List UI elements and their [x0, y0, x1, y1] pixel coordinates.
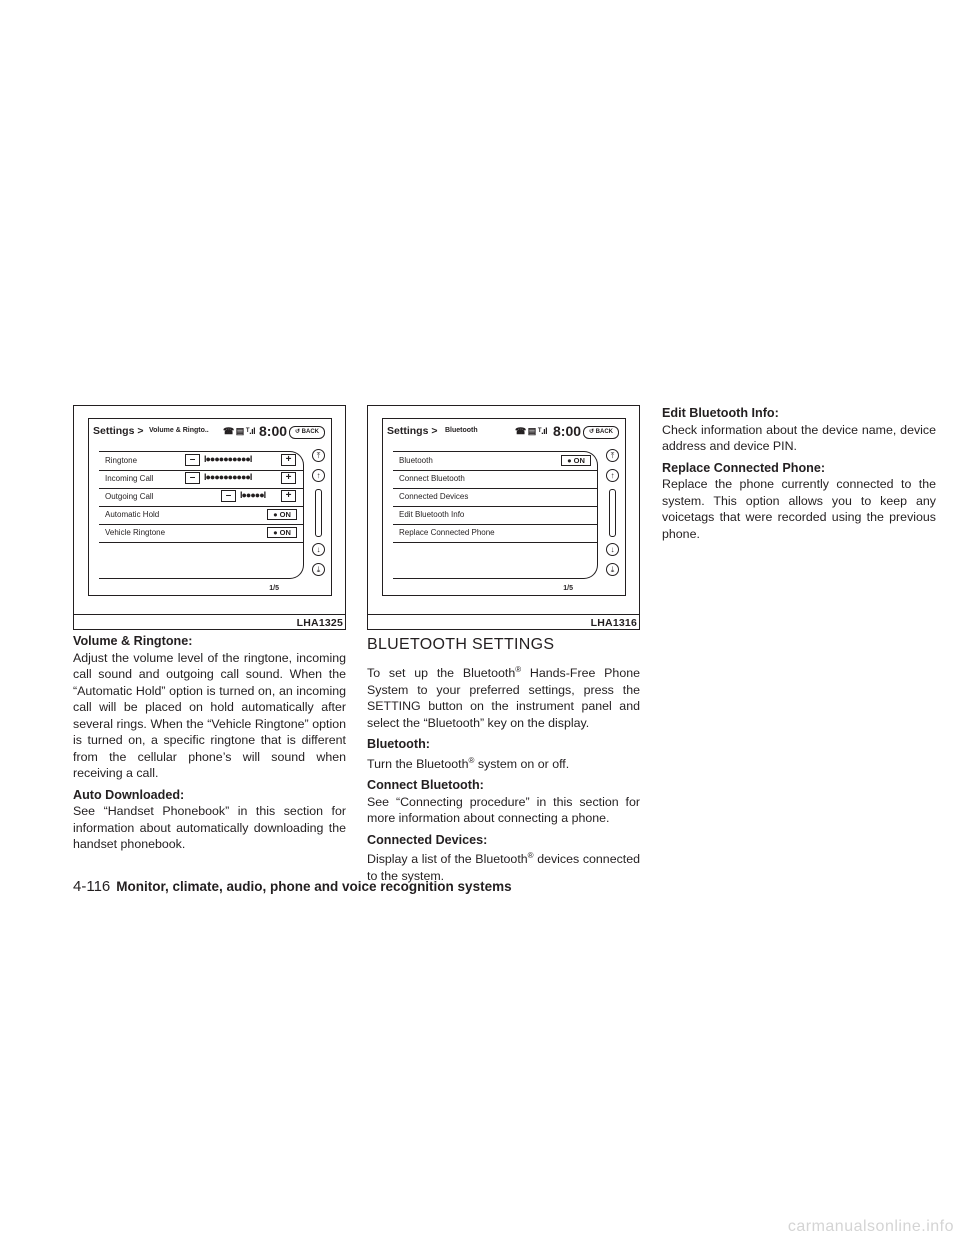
screen-title: Settings >: [387, 425, 438, 437]
scrollbar[interactable]: [315, 489, 322, 537]
menu-item-label: Incoming Call: [105, 474, 154, 483]
minus-button[interactable]: –: [185, 472, 200, 484]
registered-mark: ®: [527, 851, 534, 861]
heading-volume-ringtone: Volume & Ringtone:: [73, 634, 193, 648]
text: Turn the Bluetooth: [367, 756, 469, 771]
menu-item-label: Edit Bluetooth Info: [399, 510, 465, 519]
menu-item-bluetooth[interactable]: [393, 452, 597, 471]
screen-header: [387, 424, 621, 440]
column-3: [662, 405, 936, 542]
volume-level: I●●●●●I: [240, 490, 266, 500]
menu-item-ringtone[interactable]: [99, 452, 303, 471]
text: To set up the Bluetooth: [367, 666, 516, 681]
figure-code: LHA1325: [296, 617, 343, 629]
heading-connect-bluetooth: Connect Bluetooth:: [367, 778, 484, 793]
divider: [74, 614, 345, 615]
screen-display: [88, 418, 332, 596]
outgoing-call-slider[interactable]: [221, 490, 297, 502]
screen-subtitle: Volume & Ringto..: [149, 427, 209, 434]
menu-item-outgoing-call[interactable]: [99, 488, 303, 507]
screen-title: Settings >: [93, 425, 144, 437]
ringtone-slider[interactable]: [185, 454, 297, 466]
page-number: 4-116: [73, 878, 111, 895]
text: Hands-Free Phone System to your preferred settings, press the SETTING button on the instrument panel and select the “Bluetooth” key on the display.: [367, 666, 640, 730]
scroll-up-icon[interactable]: ↑: [312, 469, 325, 482]
figure-bluetooth: [367, 405, 640, 630]
status-icons: ☎ ▤ ᵀ.ıl: [223, 426, 256, 436]
menu-item-label: Vehicle Ringtone: [105, 528, 166, 537]
screen-display: [382, 418, 626, 596]
menu-item-label: Ringtone: [105, 456, 138, 465]
paragraph-bluetooth: [367, 753, 640, 773]
scroll-top-icon[interactable]: ⤒: [606, 449, 619, 462]
menu-item-vehicle-ringtone[interactable]: [99, 524, 303, 543]
menu-item-label: Connected Devices: [399, 492, 469, 501]
text: Display a list of the Bluetooth: [367, 852, 528, 867]
plus-button[interactable]: +: [281, 454, 296, 466]
watermark: carmanualsonline.info: [787, 1218, 954, 1235]
plus-button[interactable]: +: [281, 490, 296, 502]
page-footer: [73, 878, 512, 895]
heading-replace-connected-phone: Replace Connected Phone:: [662, 460, 826, 475]
column-1: [73, 633, 346, 853]
heading-edit-bluetooth-info: Edit Bluetooth Info:: [662, 406, 779, 420]
scroll-controls: [311, 449, 327, 579]
scroll-controls: [605, 449, 621, 579]
clock: 8:00: [553, 423, 582, 439]
scroll-down-icon[interactable]: ↓: [312, 543, 325, 556]
heading-bluetooth: Bluetooth:: [367, 737, 430, 752]
paragraph-volume-ringtone: Adjust the volume level of the ringtone, incoming call sound and outgoing call sound. When the “Automatic Hold” option is turned on, an incoming call will be placed on hold automatically after several rings. When the “Vehicle Ringtone” option is turned on, a specific ringtone that is different from the cellular phone’s will sound when receiving a call.: [73, 650, 346, 780]
paragraph-auto-downloaded: See “Handset Phonebook” in this section for information about automatically downloading the handset phonebook.: [73, 804, 346, 851]
registered-mark: ®: [468, 755, 475, 765]
menu-item-automatic-hold[interactable]: [99, 506, 303, 525]
section-title: BLUETOOTH SETTINGS: [367, 636, 555, 653]
column-2: [367, 662, 640, 884]
volume-level: I●●●●●●●●●●I: [204, 454, 252, 464]
scroll-bottom-icon[interactable]: ⤓: [606, 563, 619, 576]
bluetooth-toggle[interactable]: ● ON: [561, 455, 591, 466]
registered-mark: ®: [515, 665, 522, 674]
scroll-top-icon[interactable]: ⤒: [312, 449, 325, 462]
scroll-up-icon[interactable]: ↑: [606, 469, 619, 482]
back-button[interactable]: ↺ BACK: [289, 426, 325, 439]
page-indicator: 1/5: [563, 585, 573, 592]
vehicle-ringtone-toggle[interactable]: ● ON: [267, 527, 297, 538]
paragraph-edit-bluetooth-info: Check information about the device name, device address and device PIN.: [662, 422, 936, 453]
back-button[interactable]: ↺ BACK: [583, 426, 619, 439]
menu-item-label: Outgoing Call: [105, 492, 154, 501]
divider: [368, 614, 639, 615]
clock: 8:00: [259, 423, 288, 439]
settings-menu: [99, 451, 304, 579]
paragraph-intro: [367, 662, 640, 731]
page-indicator: 1/5: [269, 585, 279, 592]
menu-item-label: Replace Connected Phone: [399, 528, 495, 537]
paragraph-replace-connected-phone: Replace the phone currently connected to the system. This option allows you to keep any voicetags that were recorded using the previous phone.: [662, 477, 936, 541]
text: system on or off.: [474, 756, 570, 771]
menu-item-label: Automatic Hold: [105, 510, 160, 519]
screen-subtitle: Bluetooth: [445, 427, 478, 434]
status-icons: ☎ ▤ ᵀ.ıl: [515, 426, 548, 436]
minus-button[interactable]: –: [221, 490, 236, 502]
chapter-title: Monitor, climate, audio, phone and voice recognition systems: [116, 879, 512, 894]
incoming-call-slider[interactable]: [185, 472, 297, 484]
menu-item-incoming-call[interactable]: [99, 470, 303, 489]
menu-item-edit-bluetooth-info[interactable]: [393, 506, 597, 525]
figure-code: LHA1316: [590, 617, 637, 629]
menu-item-connected-devices[interactable]: [393, 488, 597, 507]
heading-connected-devices: Connected Devices:: [367, 832, 488, 847]
minus-button[interactable]: –: [185, 454, 200, 466]
text: devices connected to the system.: [367, 852, 641, 883]
scroll-bottom-icon[interactable]: ⤓: [312, 563, 325, 576]
screen-header: [93, 424, 327, 440]
menu-item-connect-bluetooth[interactable]: [393, 470, 597, 489]
menu-item-label: Connect Bluetooth: [399, 474, 465, 483]
figure-volume-ringtone: [73, 405, 346, 630]
paragraph-connect-bluetooth: See “Connecting procedure” in this section for more information about connecting a phone.: [367, 794, 640, 826]
settings-menu: [393, 451, 598, 579]
heading-auto-downloaded: Auto Downloaded:: [73, 787, 185, 802]
menu-item-label: Bluetooth: [399, 456, 433, 465]
menu-item-replace-connected-phone[interactable]: [393, 524, 597, 543]
scroll-down-icon[interactable]: ↓: [606, 543, 619, 556]
plus-button[interactable]: +: [281, 472, 296, 484]
volume-level: I●●●●●●●●●●I: [204, 472, 252, 482]
automatic-hold-toggle[interactable]: ● ON: [267, 509, 297, 520]
scrollbar[interactable]: [609, 489, 616, 537]
